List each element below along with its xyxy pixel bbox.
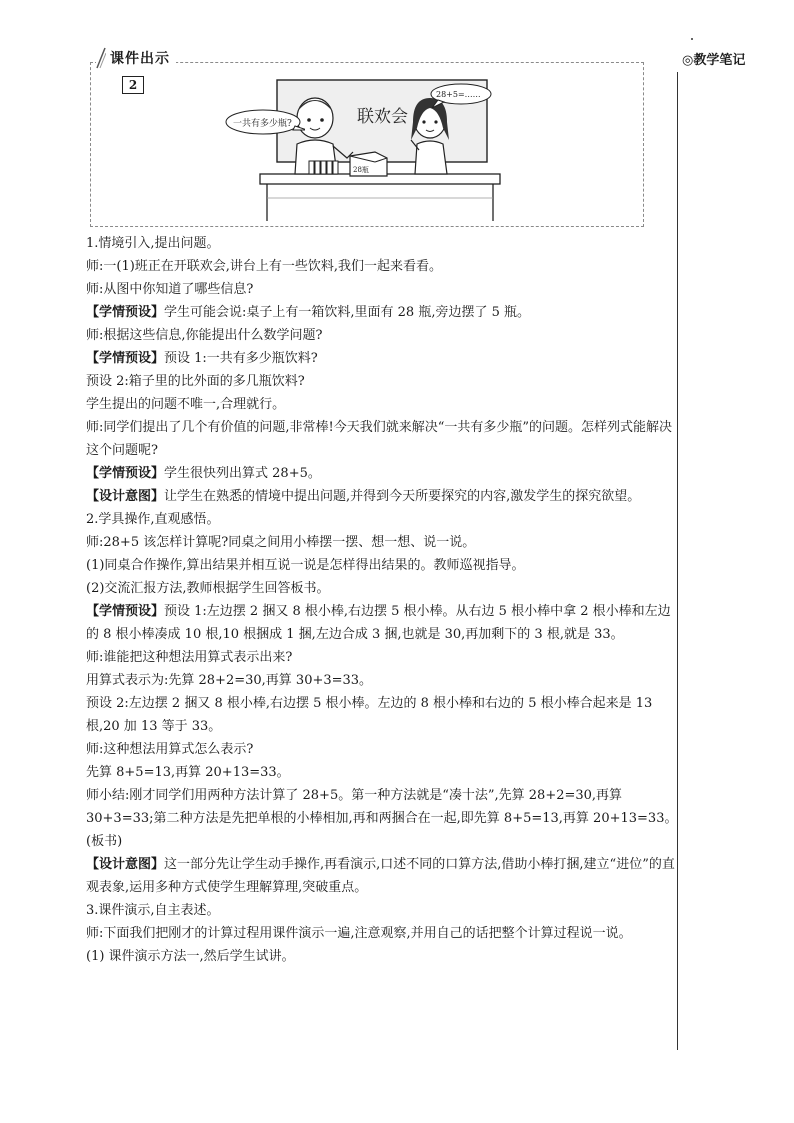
paragraph: 师:同学们提出了几个有价值的问题,非常棒!今天我们就来解决“一共有多少瓶”的问题。怎样列式能解决这个问题呢? [86,420,673,458]
paragraph: 2.学具操作,直观感悟。 [86,512,220,527]
paragraph: 【学情预设】预设 1:左边摆 2 捆又 8 根小棒,右边摆 5 根小棒。从右边 5 根小棒中拿 2 根小棒和左边的 8 根小棒凑成 10 根,10 根捆成 1 捆,左边合成 3 捆,也就是 30,再加剩下的 3 根,就是 33。 [86,604,671,642]
box-label: 28瓶 [353,166,369,174]
bottles [309,161,338,174]
paragraph: 预设 2:箱子里的比外面的多几瓶饮料? [86,374,305,389]
girl-speech-bubble [430,82,492,108]
sidebar-title: ◎教学笔记 [682,53,746,68]
paragraph: 3.课件演示,自主表述。 [86,903,220,918]
paragraph: 【学情预设】学生很快列出算式 28+5。 [86,466,321,481]
figure-header [96,45,176,71]
paragraph: (1) 课件演示方法一,然后学生试讲。 [86,949,295,964]
figure-title: 课件出示 [110,51,170,67]
paragraph: 【设计意图】这一部分先让学生动手操作,再看演示,口述不同的口算方法,借助小棒打捆,建立“进位”的直观表象,运用多种方式使学生理解算理,突破重点。 [86,857,675,895]
lesson-content [86,232,680,968]
paragraph: 师:一(1)班正在开联欢会,讲台上有一些饮料,我们一起来看看。 [86,259,443,274]
paragraph: 1.情境引入,提出问题。 [86,236,220,251]
paragraph: 师:谁能把这种想法用算式表示出来? [86,650,293,665]
paragraph: 学生提出的问题不唯一,合理就行。 [86,397,286,412]
paragraph: 【设计意图】让学生在熟悉的情境中提出问题,并得到今天所要探究的内容,激发学生的探究欲望。 [86,489,641,504]
paragraph: 用算式表示为:先算 28+2=30,再算 30+3=33。 [86,673,373,688]
drink-box [350,152,387,176]
board-text: 联欢会 [357,107,408,127]
paragraph: 师:这种想法用算式怎么表示? [86,742,254,757]
paragraph: 【学情预设】学生可能会说:桌子上有一箱饮料,里面有 28 瓶,旁边摆了 5 瓶。 [86,305,531,320]
page-dot [691,38,693,40]
boy-speech-bubble [225,108,305,138]
paragraph: 师:28+5 该怎样计算呢?同桌之间用小棒摆一摆、想一想、说一说。 [86,535,476,550]
paragraph: (2)交流汇报方法,教师根据学生回答板书。 [86,581,330,596]
paragraph: 【学情预设】预设 1:一共有多少瓶饮料? [86,351,318,366]
paragraph: 师:根据这些信息,你能提出什么数学问题? [86,328,323,343]
paragraph: 预设 2:左边摆 2 捆又 8 根小棒,右边摆 5 根小棒。左边的 8 根小棒和右边的 5 根小棒合起来是 13 根,20 加 13 等于 33。 [86,696,653,734]
paragraph: 师:下面我们把刚才的计算过程用课件演示一遍,注意观察,并用自己的话把整个计算过程说一说。 [86,926,632,941]
paragraph: 师:从图中你知道了哪些信息? [86,282,254,297]
boy-speech-text: 一共有多少瓶? [233,119,292,129]
figure-number: 2 [122,76,144,94]
slash-icon [96,47,106,69]
paragraph: (1)同桌合作操作,算出结果并相互说一说是怎样得出结果的。教师巡视指导。 [86,558,525,573]
girl-speech-text: 28+5=…… [436,90,481,99]
paragraph: 师小结:刚才同学们用两种方法计算了 28+5。第一种方法就是“凑十法”,先算 28+2=30,再算 30+3=33;第二种方法是先把单根的小棒相加,再和两捆合在一起,即先算 8+5=13,再算 20+13=33。(板书) [86,788,678,849]
paragraph: 先算 8+5=13,再算 20+13=33。 [86,765,290,780]
